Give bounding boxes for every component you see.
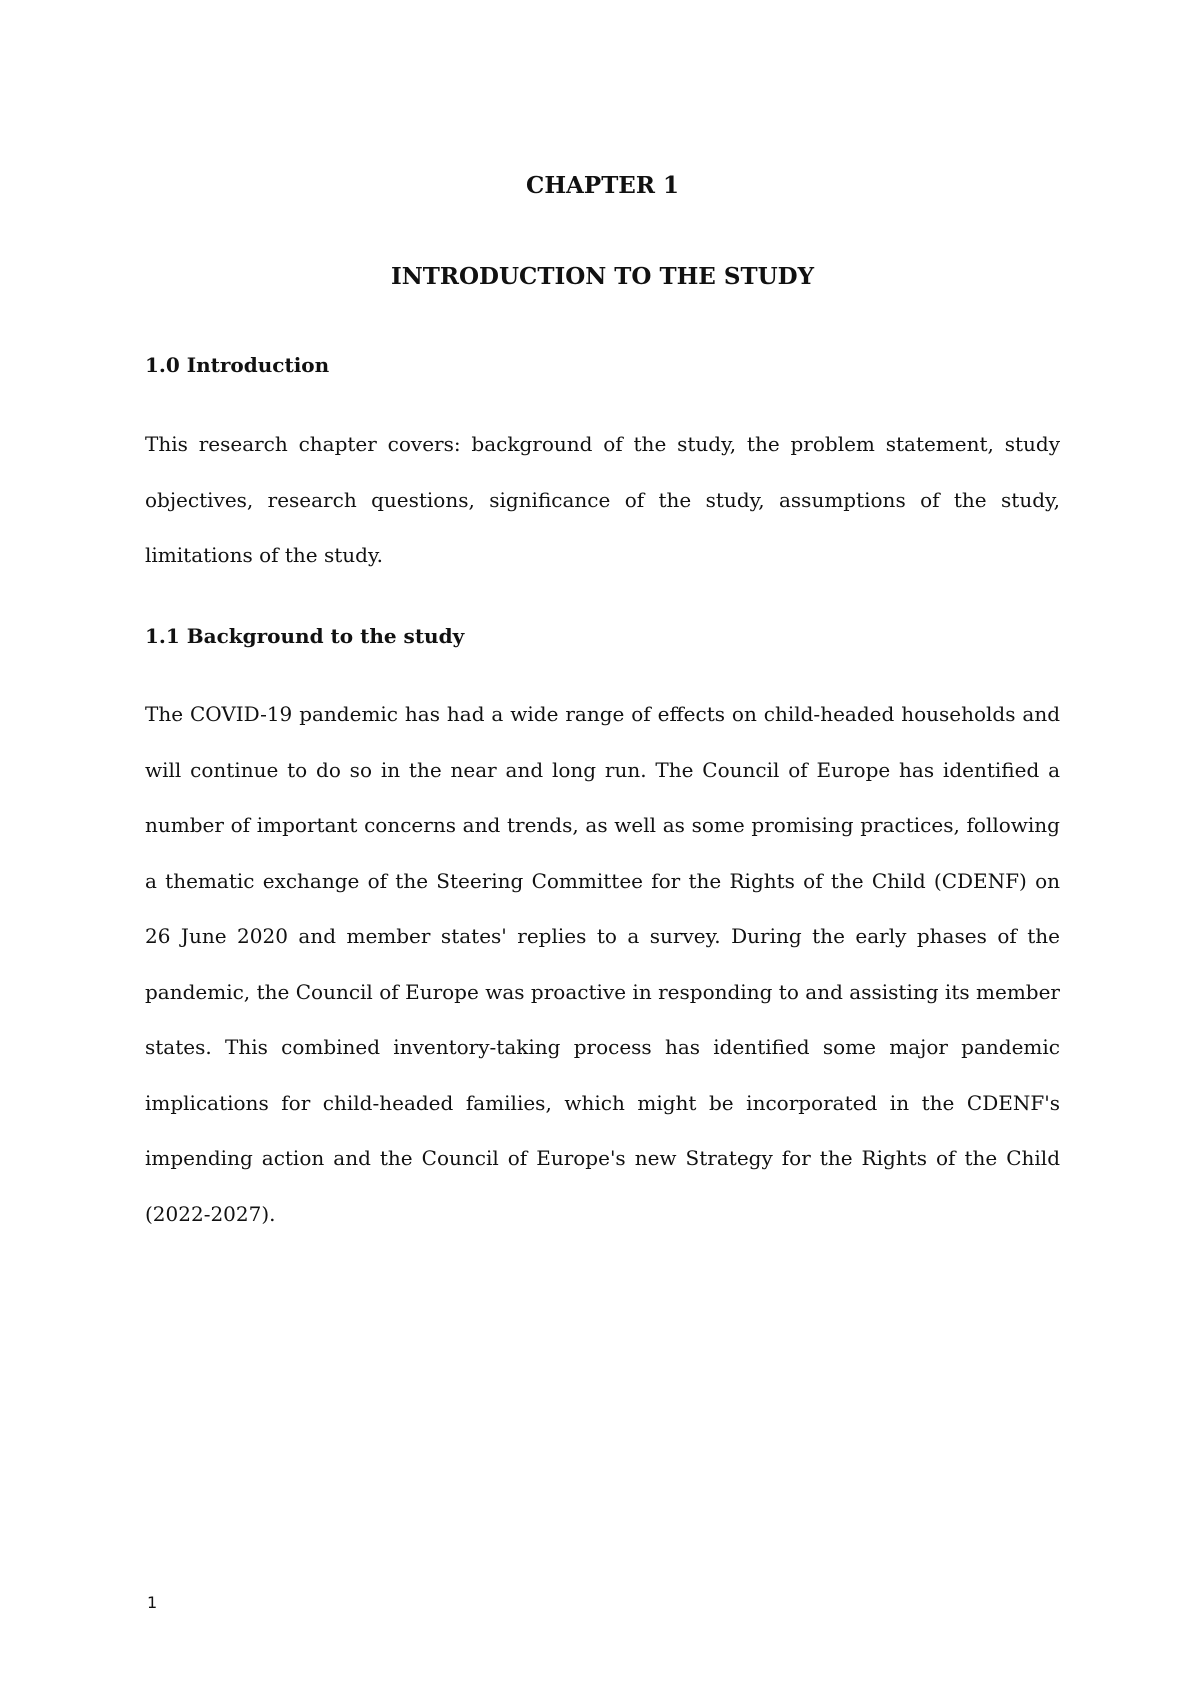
chapter-number: CHAPTER 1 [526,172,679,199]
page-number: 1 [147,1593,158,1612]
section-heading-introduction: 1.0 Introduction [145,353,330,377]
background-paragraph: The COVID-19 pandemic has had a wide range of effects on child-headed households and will continue to do so in the near and long run. The Council of Europe has identified a number of important concerns and trends, as well as some promising practices, following a thematic exchange of the Steering Committee for the Rights of the Child (CDENF) on 26 June 2020 and member states' replies to a survey. During the early phases of the pandemic, the Council of Europe was proactive in responding to and assisting its member states. This combined inventory-taking process has identified some major pandemic implications for child-headed families, which might be incorporated in the CDENF's impending action and the Council of Europe's new Strategy for the Rights of the Child (2022-2027). [145,702,1060,1226]
chapter-title: INTRODUCTION TO THE STUDY [391,263,814,290]
section-heading-background: 1.1 Background to the study [145,624,465,648]
introduction-paragraph: This research chapter covers: background of the study, the problem statement, study objectives, research questions, significance of the study, assumptions of the study, limitations of the study. [145,432,1060,567]
